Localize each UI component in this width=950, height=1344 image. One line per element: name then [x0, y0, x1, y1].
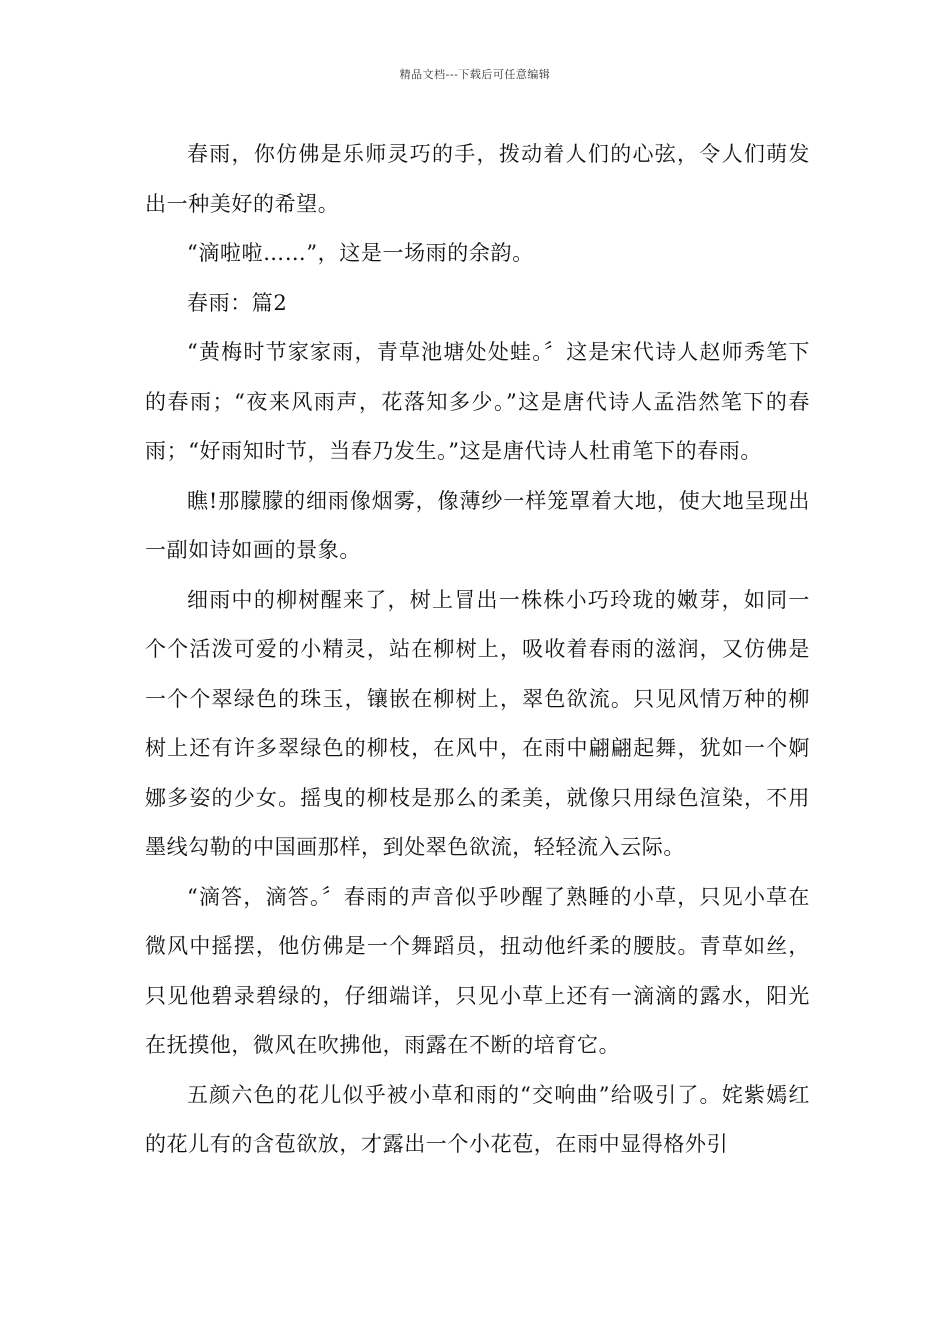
section-heading: 春雨：篇2	[187, 290, 288, 315]
page-header: 精品文档---下载后可任意编辑	[399, 68, 551, 81]
paragraph: 细雨中的柳树醒来了，树上冒出一株株小巧玲珑的嫩芽，如同一个个活泼可爱的小精灵，站在柳树上，吸收着春雨的滋润，又仿佛是一个个翠绿色的珠玉，镶嵌在柳树上，翠色欲流。只见风情万种的柳树上还有许多翠绿色的柳枝，在风中，在雨中翩翩起舞，犹如一个婀娜多姿的少女。摇曳的柳枝是那么的柔美，就像只用绿色渲染，不用墨线勾勒的中国画那样，到处翠色欲流，轻轻流入云际。	[145, 587, 810, 859]
paragraph: 春雨，你仿佛是乐师灵巧的手，拨动着人们的心弦，令人们萌发出一种美好的希望。	[145, 142, 810, 216]
paragraph: 五颜六色的花儿似乎被小草和雨的“交响曲”给吸引了。姹紫嫣红的花儿有的含苞欲放，才露出一个小花苞，在雨中显得格外引	[145, 1082, 810, 1156]
paragraph: “黄梅时节家家雨，青草池塘处处蛙。〞这是宋代诗人赵师秀笔下的春雨；“夜来风雨声，花落知多少。”这是唐代诗人孟浩然笔下的春雨；“好雨知时节，当春乃发生。”这是唐代诗人杜甫笔下的春雨。	[145, 340, 810, 463]
document-body	[145, 130, 810, 1170]
paragraph: “滴答，滴答。〞春雨的声音似乎吵醒了熟睡的小草，只见小草在微风中摇摆，他仿佛是一个舞蹈员，扭动他纤柔的腰肢。青草如丝，只见他碧录碧绿的，仔细端详，只见小草上还有一滴滴的露水，阳光在抚摸他，微风在吹拂他，雨露在不断的培育它。	[145, 884, 810, 1057]
paragraph: 瞧!那朦朦的细雨像烟雾，像薄纱一样笼罩着大地，使大地呈现出一副如诗如画的景象。	[145, 488, 810, 562]
paragraph: “滴啦啦……”，这是一场雨的余韵。	[187, 241, 534, 265]
